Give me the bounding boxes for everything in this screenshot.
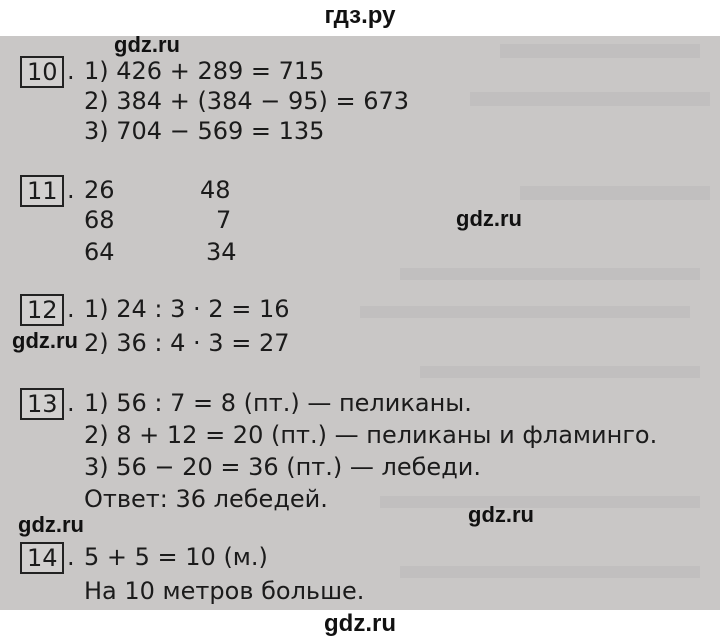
task-number-box: 14 [20,542,64,574]
site-header [0,0,720,36]
bleed-through-line [400,566,700,578]
task-number-box: 11 [20,175,64,207]
task-line: 2) 36 : 4 · 3 = 27 [84,329,290,357]
task-number-box: 10 [20,56,64,88]
task-line: 3) 704 − 569 = 135 [84,117,325,145]
task-number-box: 12 [20,294,64,326]
bleed-through-line [360,306,690,318]
watermark: gdz.ru [114,36,180,57]
answer-cell: 68 [84,206,115,234]
watermark: gdz.ru [12,328,78,353]
bleed-through-line [520,186,710,200]
watermark: gdz.ru [468,502,534,527]
answer-cell: 7 [216,206,232,234]
task-number-dot: . [67,543,75,571]
watermark: gdz.ru [18,512,84,537]
site-title: гдз.ру [324,2,396,29]
answer-line: Ответ: 36 лебедей. [84,485,328,513]
task-line: 1) 426 + 289 = 715 [84,57,325,85]
task-line: 2) 8 + 12 = 20 (пт.) — пеликаны и фламинго. [84,421,658,449]
task-number-dot: . [67,176,75,204]
answer-cell: 26 [84,176,115,204]
task-number-dot: . [67,295,75,323]
task-line: 2) 384 + (384 − 95) = 673 [84,87,410,115]
task-number-dot: . [67,57,75,85]
bleed-through-line [420,366,700,378]
task-line: 5 + 5 = 10 (м.) [84,543,268,571]
answer-line: На 10 метров больше. [84,577,365,605]
bleed-through-line [380,496,700,508]
bleed-through-line [500,44,700,58]
footer-watermark: gdz.ru [324,610,396,637]
watermark: gdz.ru [456,206,522,231]
answer-cell: 64 [84,238,115,266]
task-number-box: 13 [20,388,64,420]
task-line: 3) 56 − 20 = 36 (пт.) — лебеди. [84,453,482,481]
task-line: 1) 24 : 3 · 2 = 16 [84,295,290,323]
textbook-page [0,36,720,610]
bleed-through-line [400,268,700,280]
task-number-dot: . [67,389,75,417]
site-footer [0,610,720,640]
answer-cell: 48 [200,176,231,204]
answer-cell: 34 [206,238,237,266]
bleed-through-line [470,92,710,106]
task-line: 1) 56 : 7 = 8 (пт.) — пеликаны. [84,389,472,417]
